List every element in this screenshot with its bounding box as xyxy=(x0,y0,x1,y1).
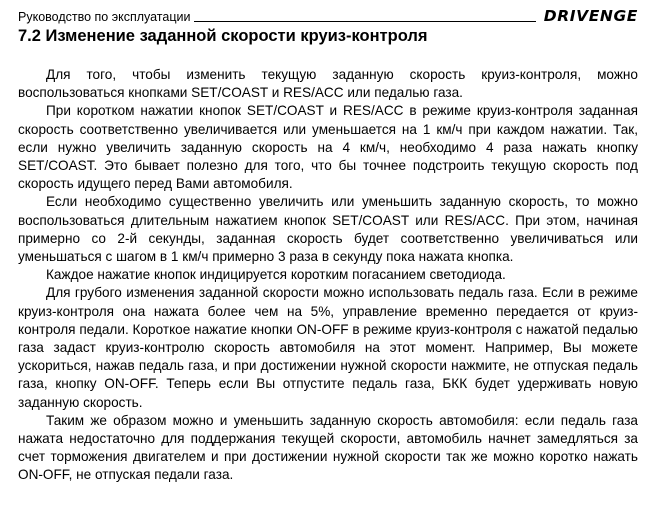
paragraph-1: Для того, чтобы изменить текущую заданную скорость круиз-контроля, можно воспользоваться кнопками SET/COAST и RES/ACC или педалью газа. xyxy=(18,67,638,101)
paragraph-3: Если необходимо существенно увеличить или уменьшить заданную скорость, то можно воспользоваться длительным нажатием кнопок SET/COAST или RES/ACC. При этом, начиная примерно со 2-й секунды, заданная скорость будет соответственно увеличиваться или уменьшаться с шагом в 1 км/ч примерно 3 раза в секунду пока нажата кнопка. xyxy=(18,194,638,265)
section-body xyxy=(18,66,638,485)
section-title: 7.2 Изменение заданной скорости круиз-контроля xyxy=(18,27,428,45)
header-brand-logo: DRIVENGE xyxy=(543,7,638,25)
paragraph-2: При коротком нажатии кнопок SET/COAST и RES/ACC в режиме круиз-контроля заданная скорость соответственно увеличивается или уменьшается на 1 км/ч при каждом нажатии. Так, если нужно увеличить заданную скорость на 4 км/ч, необходимо 4 раза нажать кнопку SET/COAST. Это бывает полезно для того, что бы точнее подстроить текущую скорость под скорость идущего перед Вами автомобиля. xyxy=(18,103,638,192)
manual-page xyxy=(18,0,638,516)
paragraph-5: Для грубого изменения заданной скорости можно использовать педаль газа. Если в режиме круиз-контроля она нажата более чем на 5%, управление временно передается от круиз-контроля педали. Короткое нажатие кнопки ON-OFF в режиме круиз-контроля с нажатой педалью газа задаст круиз-контролю скорость автомобиля на этот момент. Например, Вы можете ускориться, нажав педаль газа, и при достижении нужной скорости нажмите, не отпуская педаль газа, кнопку ON-OFF. Теперь если Вы отпустите педаль газа, БКК будет удерживать новую заданную скорость. xyxy=(18,285,638,410)
paragraph-4: Каждое нажатие кнопок индицируется коротким погасанием светодиода. xyxy=(46,267,506,283)
page-header xyxy=(18,6,638,24)
header-rule xyxy=(194,21,535,22)
header-manual-label: Руководство по эксплуатации xyxy=(18,10,191,24)
paragraph-6: Таким же образом можно и уменьшить заданную скорость автомобиля: если педаль газа нажата недостаточно для поддержания текущей скорости, автомобиль начнет замедляться за счет торможения двигателем и при достижении нужной скорости так же можно коротко нажать ON-OFF, не отпуская педали газа. xyxy=(18,412,638,483)
